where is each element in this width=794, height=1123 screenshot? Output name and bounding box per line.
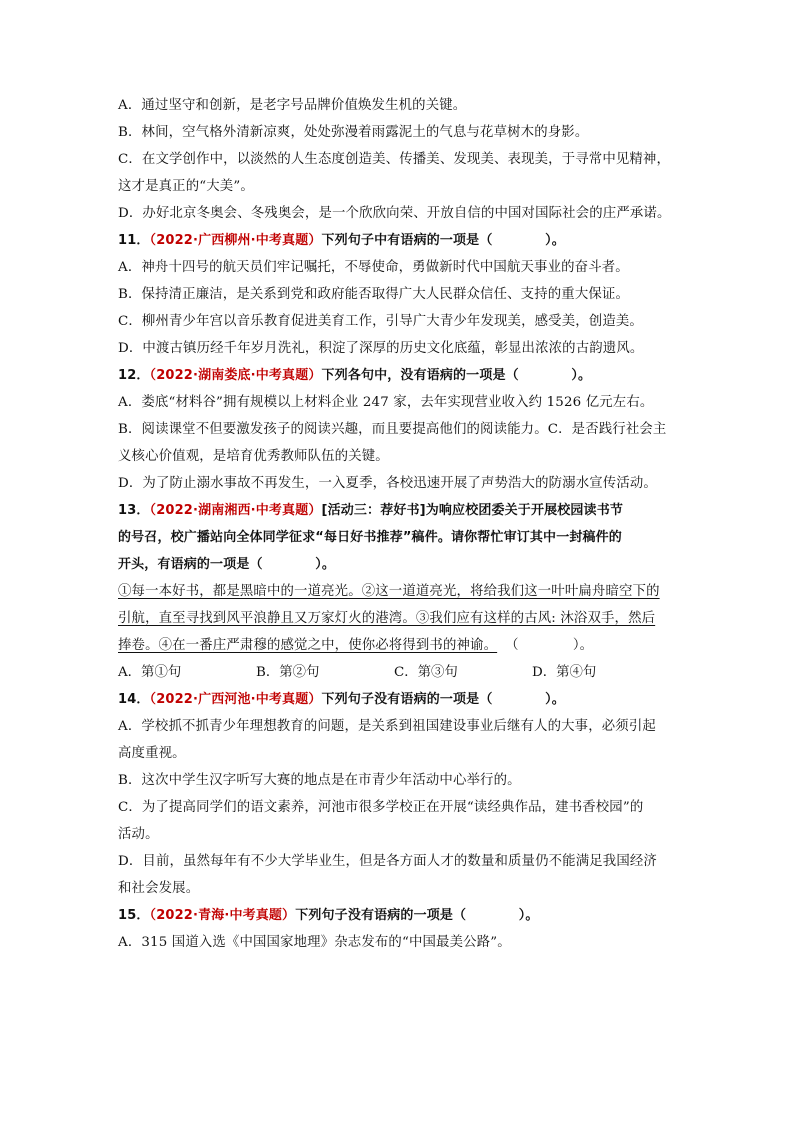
q13-stem-line2: 的号召，校广播站向全体同学征求“每日好书推荐”稿件。请你帮忙审订其中一封稿件的 [118, 530, 622, 545]
q13-option-d: D．第④句 [532, 665, 597, 680]
q14-stem [118, 686, 678, 713]
q13-options [118, 659, 678, 686]
q11-number: 11． [118, 233, 150, 248]
q12-stem [118, 362, 678, 389]
q14-option-c-line2: 活动。 [118, 827, 159, 842]
q12-source: （2022·湖南娄底·中考真题） [149, 368, 322, 383]
q11-source: （2022·广西柳州·中考真题） [149, 233, 322, 248]
q13-number: 13． [118, 503, 150, 518]
q14-number: 14． [118, 692, 150, 707]
q15-source: （2022·青海·中考真题） [149, 908, 296, 923]
q12-option-b-line2: 义核心价值观，是培育优秀教师队伍的关键。 [118, 449, 389, 464]
q13-answer-blank: （ ）。 [505, 638, 594, 653]
q14-option-b: B．这次中学生汉字听写大赛的地点是在市青少年活动中心举行的。 [118, 773, 521, 788]
q10-option-b: B．林间，空气格外清新凉爽，处处弥漫着雨露泥土的气息与花草树木的身影。 [118, 125, 589, 140]
q14-option-a-line1: A．学校抓不抓青少年理想教育的问题，是关系到祖国建设事业后继有人的大事，必须引起 [118, 719, 656, 734]
q10-option-d: D．办好北京冬奥会、冬残奥会，是一个欣欣向荣、开放自信的中国对国际社会的庄严承诺。 [118, 206, 671, 221]
q10-option-c-line2: 这才是真正的“大美”。 [118, 179, 254, 194]
q11-option-c: C．柳州青少年宫以音乐教育促进美育工作，引导广大青少年发现美，感受美，创造美。 [118, 314, 643, 329]
q11-text: 下列句子中有语病的一项是（ ）。 [321, 233, 565, 248]
q15-stem [118, 902, 678, 929]
q13-passage-line2 [118, 605, 678, 632]
q13-passage-text-1: ①每一本好书，都是黑暗中的一道亮光。②这一道道亮光，将给我们这一叶叶扁舟暗空下的 [118, 584, 660, 599]
q13-stem-line3: 开头，有语病的一项是（ ）。 [118, 557, 336, 572]
q10-option-a: A．通过坚守和创新，是老字号品牌价值焕发生机的关键。 [118, 98, 467, 113]
q12-number: 12． [118, 368, 150, 383]
q13-option-c: C．第③句 [394, 665, 458, 680]
q12-option-d: D．为了防止溺水事故不再发生，一入夏季，各校迅速开展了声势浩大的防溺水宣传活动。 [118, 476, 657, 491]
q14-source: （2022·广西河池·中考真题） [149, 692, 322, 707]
q13-passage-line3 [118, 632, 678, 659]
q11-stem [118, 227, 678, 254]
q13-passage-text-2: 引航，直至寻找到风平浪静且又万家灯火的港湾。③我们应有这样的古风: 沐浴双手，然后 [118, 611, 656, 626]
q14-option-d-line2: 和社会发展。 [118, 881, 200, 896]
q13-option-b: B．第②句 [256, 665, 320, 680]
q14-option-a-line2: 高度重视。 [118, 746, 186, 761]
q15-text: 下列句子没有语病的一项是（ ）。 [295, 908, 539, 923]
q11-option-d: D．中渡古镇历经千年岁月洗礼，积淀了深厚的历史文化底蕴，彰显出浓浓的古韵遗风。 [118, 341, 644, 356]
q13-option-a: A．第①句 [118, 665, 182, 680]
q13-stem-line1 [118, 497, 678, 524]
q13-passage-line1 [118, 578, 678, 605]
q13-source: （2022·湖南湘西·中考真题） [149, 503, 322, 518]
q15-option-a: A．315 国道入选《中国国家地理》杂志发布的“中国最美公路”。 [118, 935, 511, 950]
q14-text: 下列句子没有语病的一项是（ ）。 [321, 692, 565, 707]
q12-text: 下列各句中，没有语病的一项是（ ）。 [321, 368, 592, 383]
q11-option-a: A．神舟十四号的航天员们牢记嘱托，不辱使命，勇做新时代中国航天事业的奋斗者。 [118, 260, 629, 275]
q14-option-d-line1: D．目前，虽然每年有不少大学毕业生，但是各方面人才的数量和质量仍不能满足我国经济 [118, 854, 657, 869]
q11-option-b: B．保持清正廉洁，是关系到党和政府能否取得广大人民群众信任、支持的重大保证。 [118, 287, 629, 302]
q14-option-c-line1: C．为了提高同学们的语文素养，河池市很多学校正在开展“读经典作品，建书香校园”的 [118, 800, 644, 815]
q12-option-b-line1: B．阅读课堂不但要激发孩子的阅读兴趣，而且要提高他们的阅读能力。C．是否践行社会主 [118, 422, 667, 437]
exam-page [118, 92, 678, 956]
q15-number: 15． [118, 908, 150, 923]
q10-option-c-line1: C．在文学创作中，以淡然的人生态度创造美、传播美、发现美、表现美，于寻常中见精神， [118, 152, 671, 167]
q13-passage-text-3: 捧卷。④在一番庄严肃穆的感觉之中，使你必将得到书的神谕。 [118, 638, 498, 653]
q12-option-a: A．娄底“材料谷”拥有规模以上材料企业 247 家，去年实现营业收入约 1526 亿元左右。 [118, 395, 654, 410]
q13-text-1: [活动三：荐好书]为响应校团委关于开展校园读书节 [321, 503, 623, 518]
